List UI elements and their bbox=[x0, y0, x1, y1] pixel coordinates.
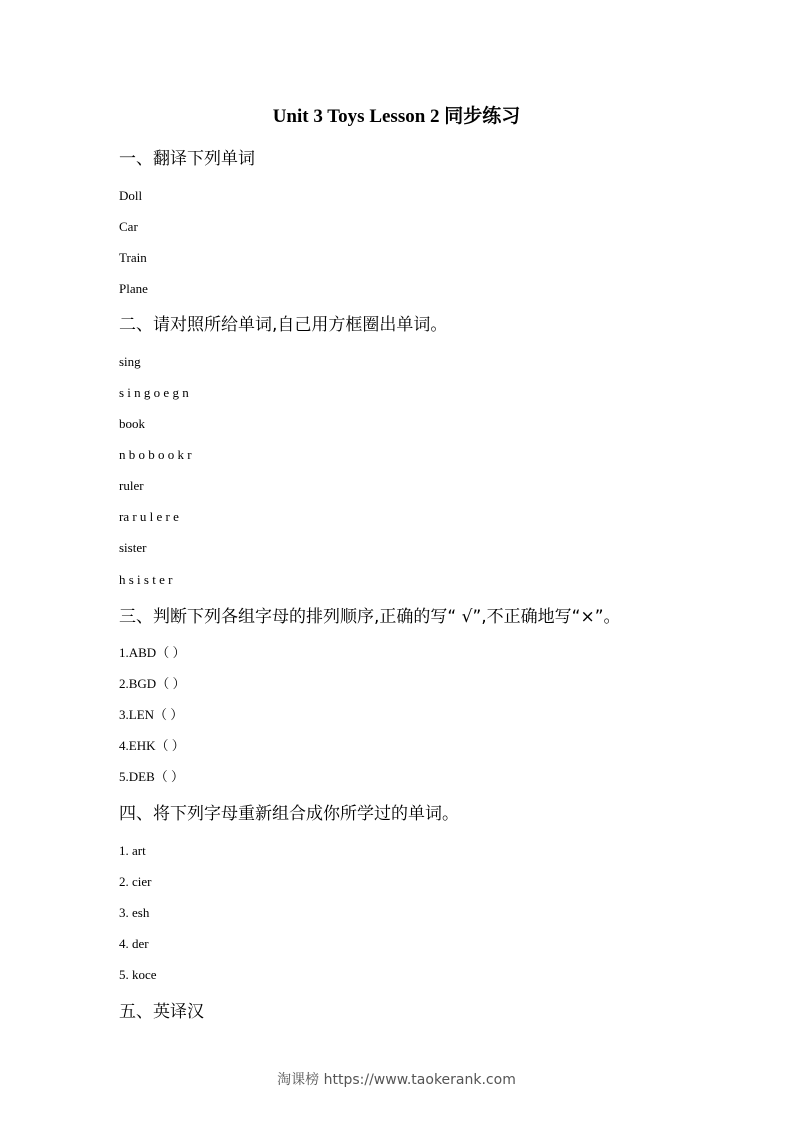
section-4-item: 1. art bbox=[119, 843, 146, 858]
section-3-heading: 三、判断下列各组字母的排列顺序,正确的写“ √”,不正确地写“×”。 bbox=[119, 607, 621, 627]
section-4-item: 4. der bbox=[119, 936, 149, 951]
section-1-item: Plane bbox=[119, 281, 148, 296]
section-4-item: 2. cier bbox=[119, 874, 152, 889]
section-3-item: 2.BGD（ ） bbox=[119, 676, 186, 691]
section-3-item: 1.ABD（ ） bbox=[119, 645, 186, 660]
section-4-heading: 四、将下列字母重新组合成你所学过的单词。 bbox=[119, 804, 459, 824]
section-5-heading: 五、英译汉 bbox=[119, 1002, 204, 1022]
section-2-item: n b o b o o k r bbox=[119, 447, 192, 462]
section-3-item: 3.LEN（ ） bbox=[119, 707, 184, 722]
section-2-heading: 二、请对照所给单词,自己用方框圈出单词。 bbox=[119, 315, 448, 335]
section-1-heading: 一、翻译下列单词 bbox=[119, 149, 255, 169]
section-2-item: s i n g o e g n bbox=[119, 385, 189, 400]
section-1-item: Doll bbox=[119, 188, 143, 203]
section-2-item: sister bbox=[119, 540, 147, 555]
section-4-item: 5. koce bbox=[119, 967, 157, 982]
section-1-item: Car bbox=[119, 219, 138, 234]
section-2-item: ruler bbox=[119, 478, 144, 493]
footer-watermark: 淘课榜 https://www.taokerank.com bbox=[277, 1072, 516, 1088]
section-2-item: h s i s t e r bbox=[119, 572, 173, 587]
section-4-item: 3. esh bbox=[119, 905, 150, 920]
section-2-item: sing bbox=[119, 354, 141, 369]
page-title: Unit 3 Toys Lesson 2 同步练习 bbox=[272, 106, 521, 127]
section-3-item: 5.DEB（ ） bbox=[119, 769, 185, 784]
section-2-item: book bbox=[119, 416, 145, 431]
section-2-item: ra r u l e r e bbox=[119, 509, 179, 524]
section-1-item: Train bbox=[119, 250, 147, 265]
section-3-item: 4.EHK（ ） bbox=[119, 738, 185, 753]
